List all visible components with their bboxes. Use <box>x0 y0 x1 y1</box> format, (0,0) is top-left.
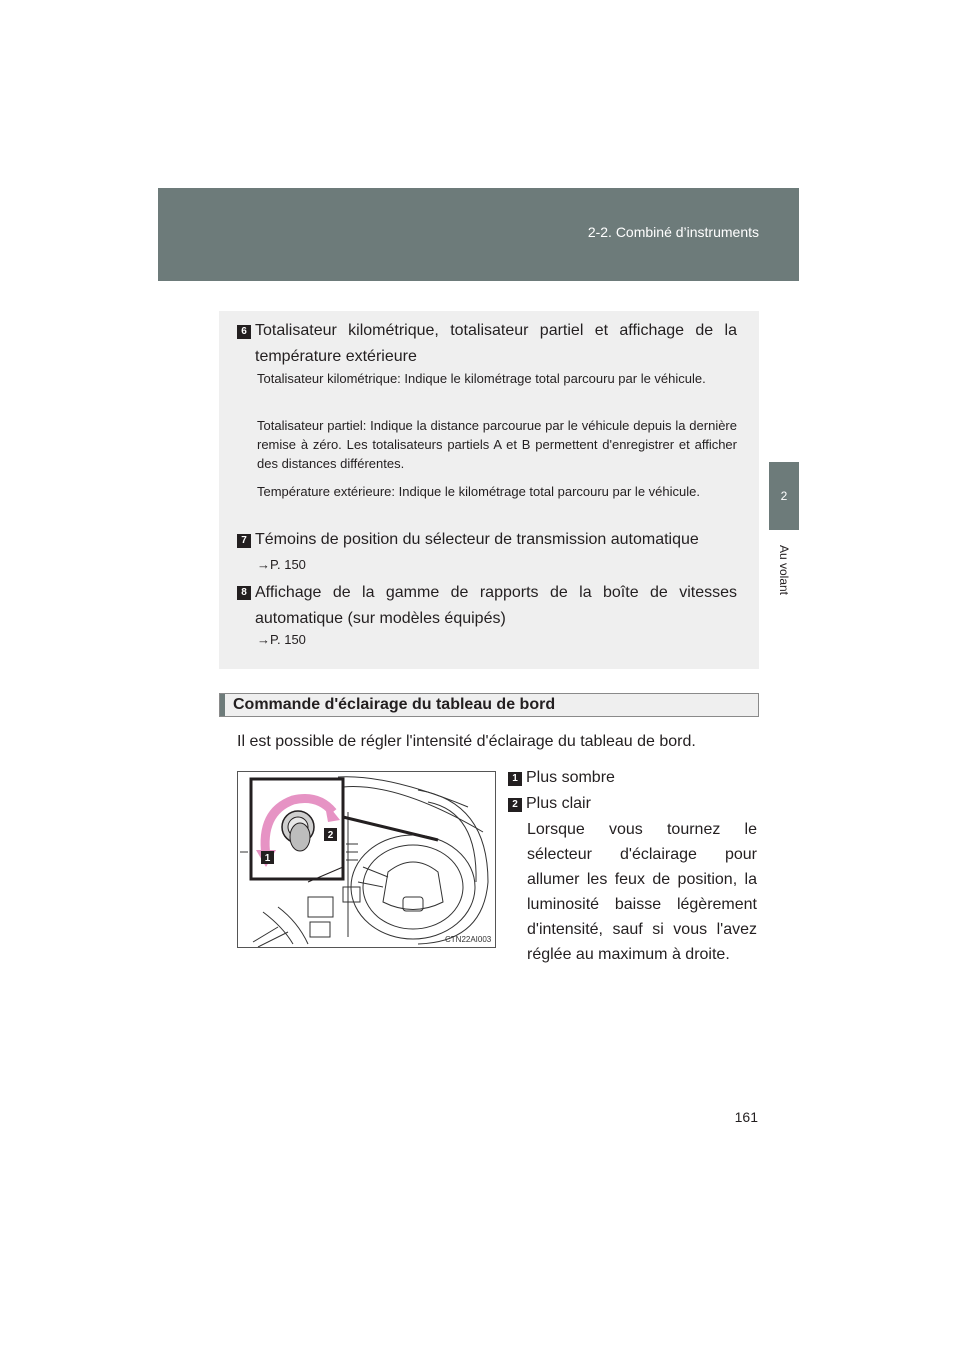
list-item-darker: Plus sombre <box>526 769 615 786</box>
section-title: Commande d'éclairage du tableau de bord <box>233 696 556 713</box>
page-reference: →P. 150 <box>257 557 306 572</box>
page-number: 161 <box>734 1109 758 1125</box>
list-item-brighter: Plus clair <box>526 795 591 812</box>
item-desc-odometer: Totalisateur kilométrique: Indique le kilométrage total parcouru par le véhicule. <box>257 371 706 386</box>
item-title-shift-indicator: Témoins de position du sélecteur de transmission automatique <box>255 531 699 548</box>
list-badge-1: 1 <box>508 772 522 786</box>
section-accent <box>220 694 225 716</box>
callout-1: 1 <box>264 853 271 864</box>
section-heading: 2-2. Combiné d’instruments <box>587 224 759 240</box>
item-title-odometer: Totalisateur kilométrique, totalisateur partiel et affichage de la température extérieure <box>255 322 737 365</box>
dashboard-illustration <box>237 771 496 948</box>
item-desc-trip: Totalisateur partiel: Indique la distance parcourue par le véhicule depuis la dernière remise à zéro. Les totalisateurs partiels A et B permettent d'enregistrer et afficher des distances différentes. <box>257 418 737 471</box>
illustration-code: CTN22AI003 <box>445 935 492 944</box>
dashboard-drawing <box>238 772 495 947</box>
page-reference: →P. 150 <box>257 632 306 647</box>
header-band <box>158 188 799 281</box>
section-intro: Il est possible de régler l'intensité d'éclairage du tableau de bord. <box>237 733 696 750</box>
section-note: Lorsque vous tournez le sélecteur d'éclairage pour allumer les feux de position, la luminosité baisse légèrement d'intensité, sauf si vous l'avez réglée au maximum à droite. <box>527 821 757 963</box>
section-title-bar <box>219 693 759 717</box>
item-badge-7: 7 <box>237 534 251 548</box>
item-badge-6: 6 <box>237 325 251 339</box>
chapter-tab: 2 <box>769 462 799 530</box>
item-badge-8: 8 <box>237 586 251 600</box>
callout-2: 2 <box>327 830 334 841</box>
chapter-label: Au volant <box>777 544 791 596</box>
list-badge-2: 2 <box>508 798 522 812</box>
item-title-gear-range: Affichage de la gamme de rapports de la boîte de vitesses automatique (sur modèles équipés) <box>255 584 737 627</box>
item-desc-temperature: Température extérieure: Indique le kilométrage total parcouru par le véhicule. <box>257 484 700 499</box>
